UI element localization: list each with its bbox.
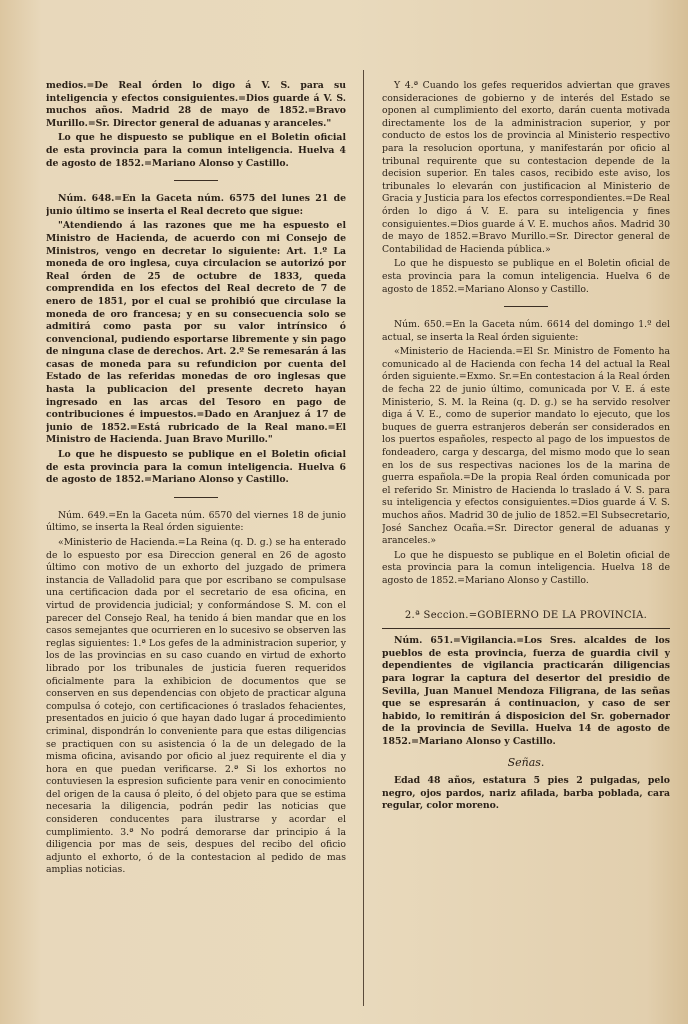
spacer (382, 590, 670, 602)
paragraph: Núm. 651.=Vigilancia.=Los Sres. alcaldes de los pueblos de esta provincia, fuerza de guardia civil y dependientes de vigilancia practicarán diligencias para lograr la captura del desertor del presidio de Sevilla, Juan Manuel Mendoza Filigrana, de las señas que se espresarán á continuacion, y caso de ser habido, lo remitirán á disposicion del Sr. gobernador de la provincia de Sevilla. Huelva 14 de agosto de 1852.=Mariano Alonso y Castillo. (382, 635, 670, 747)
senas-heading: Señas. (507, 755, 545, 769)
separator-rule (504, 306, 548, 307)
paragraph: Núm. 648.=En la Gaceta núm. 6575 del lunes 21 de junio último se inserta el Real decreto que sigue: (46, 193, 346, 217)
separator-rule (174, 180, 218, 181)
paragraph: Núm. 650.=En la Gaceta núm. 6614 del domingo 1.º del actual, se inserta la Real órden siguiente: (382, 319, 670, 343)
paragraph: Y 4.ª Cuando los gefes requeridos adviertan que graves consideraciones de gobierno y de interés del Estado se oponen al cumplimiento del exorto, darán cuenta motivada directamente los de la administracion superior, y por conducto de estos los de provincia al Ministerio respectivo para la resolucion oportuna, y manifestarán por oficio al tribunal requirente que su contestacion depende de la decision superior. En tales casos, recibido este aviso, los tribunales lo elevarán con justificacion al Ministerio de Gracia y Justicia para los efectos correspondientes.=De Real órden lo digo á V. E. para su inteligencia y fines consiguientes.=Dios guarde á V. E. muchos años. Madrid 30 de mayo de 1852.=Bravo Murillo.=Sr. Director general de Contabilidad de Hacienda pública.» (382, 80, 670, 255)
column-divider (363, 70, 364, 1006)
section-rule (382, 628, 670, 629)
decree-text: "Atendiendo á las razones que me ha espuesto el Ministro de Hacienda, de acuerdo con mi Consejo de Ministros, vengo en decretar lo siguiente: Art. 1.º La moneda de oro inglesa, cuya circulacion se autorizó por Real órden de 25 de octubre de 1833, queda comprendida en los efectos del Real decreto de 7 de enero de 1851, por el cual se prohibió que circulase la moneda de oro francesa; y en su consecuencia solo se admitirá como pasta por su valor intrínsico ó convencional, pudiendo esportarse libremente y sin pago de ninguna clase de derechos. Art. 2.º Se remesarán á las casas de moneda para su refundicion por cuenta del Estado de las referidas monedas de oro inglesas que hasta la publicacion del presente decreto hayan ingresado en las arcas del Tesoro en pago de contribuciones é impuestos.=Dado en Aranjuez á 17 de junio de 1852.=Está rubricado de la Real mano.=El Ministro de Hacienda. Juan Bravo Murillo." (46, 220, 346, 446)
royal-order-text: «Ministerio de Hacienda.=La Reina (q. D. g.) se ha enterado de lo espuesto por esa Direccion general en 26 de agosto último con motivo de un exhorto del juzgado de primera instancia de Valladolid para que por escribano se compulsase una certificacion dada por el secretario de esa oficina, en virtud de providencia judicial; y conformándose S. M. con el parecer del Consejo Real, ha tenido á bien mandar que en los casos semejantes que ocurrieren en lo sucesivo se observen las reglas siguientes: 1.ª Los gefes de la administracion superior, y los de las provincias en su caso cuando en virtud de exhorto librado por los tribunales de justicia fueren requeridos oficialmente para la exhibicion de documentos que se conserven en sus dependencias con objeto de practicar alguna compulsa ó cotejo, con certificaciones ó traslados fehacientes, presentados en juicio ó que hayan dado lugar á procedimiento criminal, dispondrán lo conveniente para que estas diligencias se practiquen con su asistencia ó la de un delegado de la misma oficina, avisando por oficio al juez requirente el dia y hora en que puedan verificarse. 2.ª Si los exhortos no contuviesen la espresion suficiente para venir en conocimiento del origen de la causa ó pleito, ó del objeto para que se estima necesaria la diligencia, podrán pedir las noticias que consideren conducentes para ilustrarse y acordar el cumplimiento. 3.ª No podrá demorarse dar principio á la diligencia por mas de seis, despues del recibo del oficio adjunto el exhorto, ó de la contestacion al pedido de mas amplias noticias. (46, 537, 346, 876)
paragraph: Núm. 649.=En la Gaceta núm. 6570 del viernes 18 de junio último, se inserta la Real órden siguiente: (46, 509, 346, 534)
paragraph: Edad 48 años, estatura 5 pies 2 pulgadas, pelo negro, ojos pardos, nariz afilada, barba poblada, cara regular, color moreno. (382, 775, 670, 812)
royal-order-text: «Ministerio de Hacienda.=El Sr. Ministro de Fomento ha comunicado al de Hacienda con fecha 14 del actual la Real órden siguiente.=Exmo. Sr.=En contestacion á la Real órden de fecha 22 de junio último, comunicada por V. E. á este Ministerio, S. M. la Reina (q. D. g.) se ha servido resolver diga á V. E., como de superior mandato lo ejecuto, que los buques de guerra estranjeros deberán ser considerados en los puertos españoles, respecto al pago de los impuestos de fondeadero, carga y descarga, del mismo modo que lo sean en los de sus respectivas naciones los de la marina de guerra española.=De la propia Real órden comunicada por el referido Sr. Ministro de Hacienda lo traslado á V. S. para su inteligencia y efectos consiguientes.=Dios guarde á V. S. muchos años. Madrid 30 de julio de 1852.=El Subsecretario, José Sanchez Ocaña.=Sr. Director general de aduanas y aranceles.» (382, 346, 670, 547)
paragraph: Lo que he dispuesto se publique en el Boletin oficial de esta provincia para la comun inteligencia. Huelva 6 de agosto de 1852.=Mariano Alonso y Castillo. (46, 449, 346, 486)
right-column (382, 80, 670, 1000)
paragraph: Lo que he dispuesto se publique en el Boletin oficial de esta provincia para la comun inteligencia. Huelva 18 de agosto de 1852.=Mariano Alonso y Castillo. (382, 549, 670, 586)
section-title: 2.ª Seccion.=GOBIERNO DE LA PROVINCIA. (404, 609, 648, 621)
paragraph: Lo que he dispuesto se publique en el Boletin oficial de esta provincia para la comun inteligencia. Huelva 6 de agosto de 1852.=Mariano Alonso y Castillo. (382, 258, 670, 295)
paragraph: Lo que he dispuesto se publique en el Boletin oficial de esta provincia para la comun inteligencia. Huelva 4 de agosto de 1852.=Mariano Alonso y Castillo. (46, 132, 346, 169)
separator-rule (174, 497, 218, 498)
paragraph: medios.=De Real órden lo digo á V. S. para su inteligencia y efectos consiguientes.=Dios guarde á V. S. muchos años. Madrid 28 de mayo de 1852.=Bravo Murillo.=Sr. Director general de aduanas y aranceles." (46, 80, 346, 129)
left-column (46, 80, 346, 1000)
